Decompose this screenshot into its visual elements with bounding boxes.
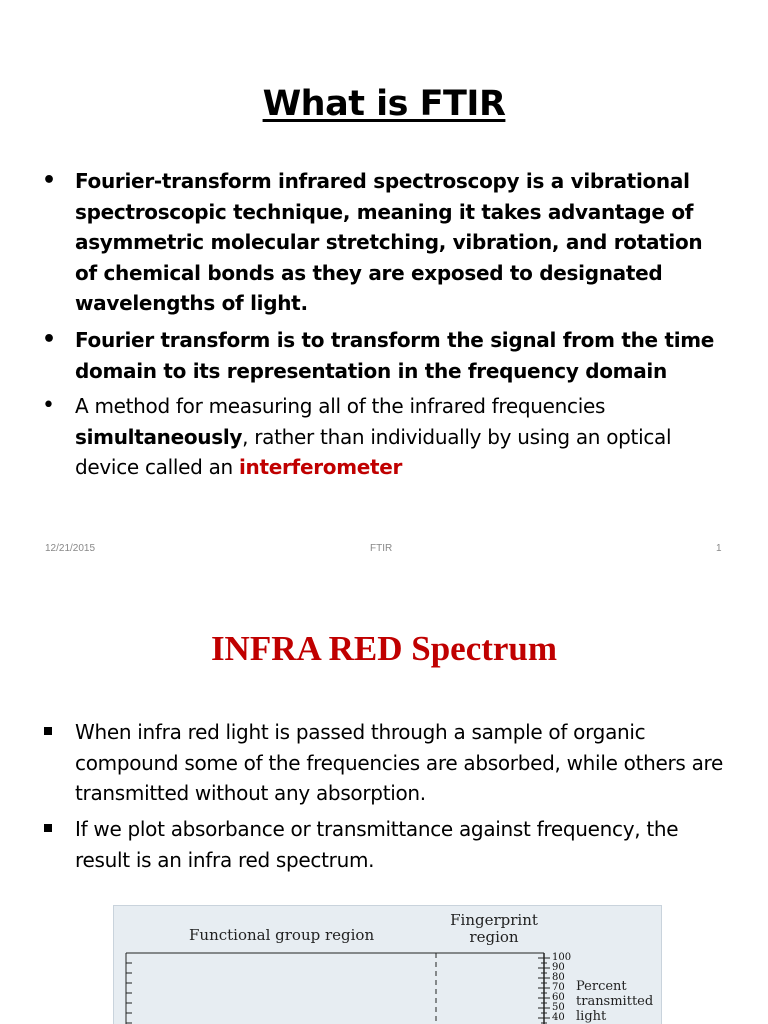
slide-infra-red-spectrum <box>0 576 768 1024</box>
bullet-item <box>42 166 725 319</box>
square-bullet-icon <box>44 727 52 735</box>
bullet-item <box>42 391 725 483</box>
y-tick-label: 40 <box>552 1012 565 1023</box>
y-tick-label: 50 <box>552 1002 565 1013</box>
bullet-text: If we plot absorbance or transmittance against frequency, the result is an infra red spectrum. <box>75 817 679 872</box>
bullet-item <box>75 717 725 809</box>
fingerprint-region-label: Fingerprint region <box>450 911 538 946</box>
footer-date: 12/21/2015 <box>45 543 96 554</box>
footer-title: FTIR <box>370 543 393 554</box>
ir-spectrum-figure <box>113 905 662 1024</box>
bullet-item <box>75 814 725 875</box>
y-tick-label: 90 <box>552 962 565 973</box>
bullet-item <box>42 325 725 386</box>
bullet-text: Fourier transform is to transform the signal from the time domain to its representation in the frequency domain <box>75 328 715 383</box>
functional-group-label: Functional group region <box>189 926 375 944</box>
bullet-dot: • <box>42 393 55 418</box>
y-tick-label: 100 <box>552 952 572 963</box>
y-tick-label: 80 <box>552 972 565 983</box>
bullet-text: A method for measuring all of the infrared frequencies <box>75 394 606 418</box>
bullet-text: Fourier-transform infrared spectroscopy is a vibrational spectroscopic technique, meaning it takes advantage of asymmetric molecular stretching, vibration, and rotation of chemical bonds as they are exposed to designated wavelengths of light. <box>75 169 703 315</box>
slide-title: INFRA RED Spectrum <box>210 629 558 668</box>
bullet-text: , rather than individually by using an optical device called an <box>75 424 672 479</box>
y-tick-label: 70 <box>552 982 565 993</box>
footer-page-number: 1 <box>716 543 722 554</box>
y-axis-label: Percent transmitted light <box>576 979 654 1024</box>
bullet-dot: • <box>42 327 56 352</box>
y-tick-label: 60 <box>552 992 565 1003</box>
slide-title: What is FTIR <box>262 84 506 124</box>
bullet-highlight: interferometer <box>238 455 403 479</box>
bullet-text: When infra red light is passed through a sample of organic compound some of the frequencies are absorbed, while others are transmitted without any absorption. <box>75 720 724 805</box>
bullet-emphasis: simultaneously <box>75 424 243 449</box>
bullet-dot: • <box>42 168 56 193</box>
square-bullet-icon <box>44 824 52 832</box>
